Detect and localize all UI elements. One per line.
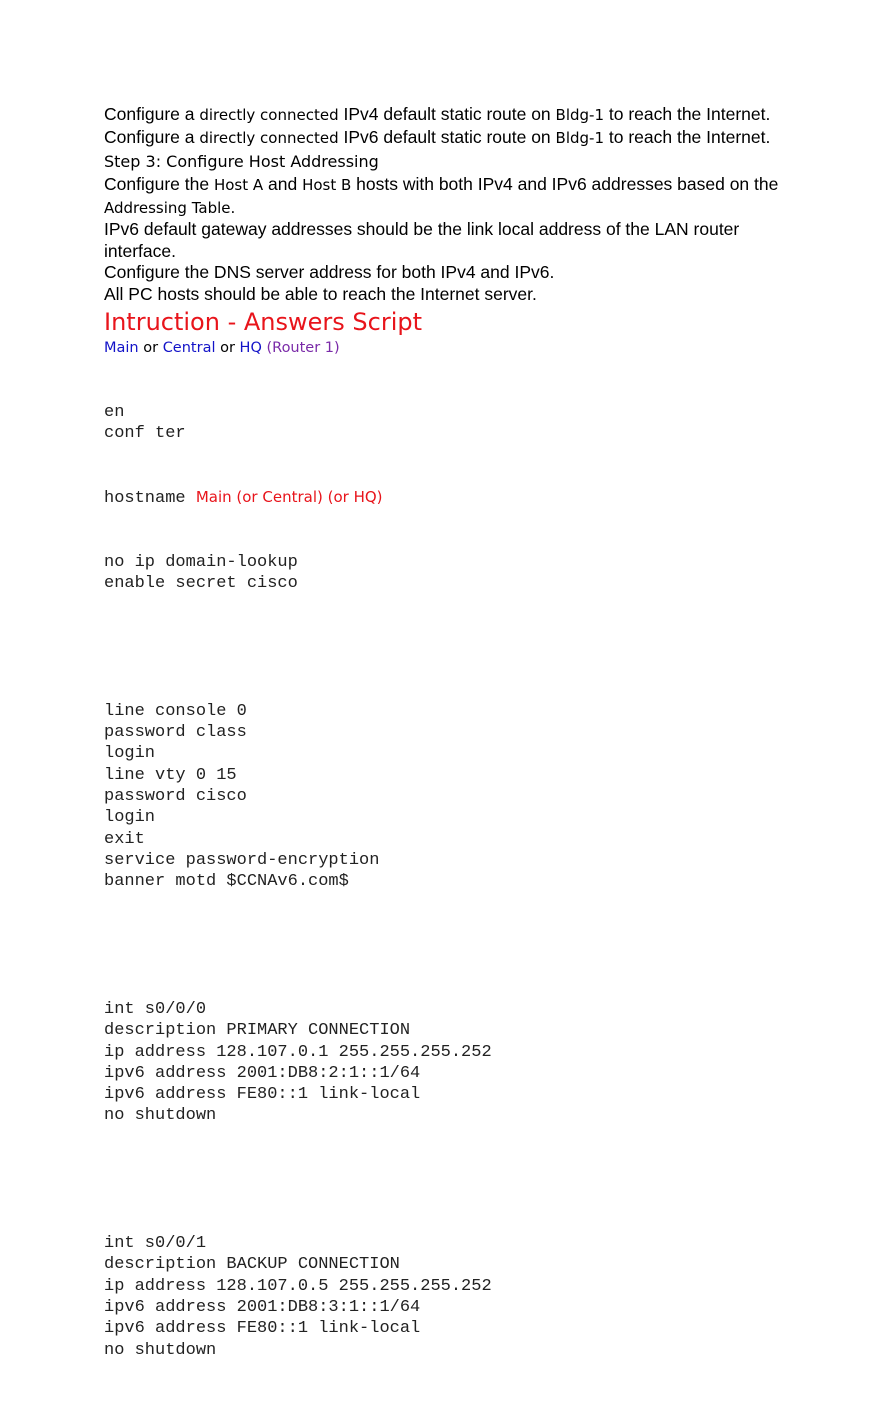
code-line: password cisco	[104, 786, 247, 806]
code-line: ipv6 address 2001:DB8:3:1::1/64	[104, 1298, 421, 1318]
code-block-3	[104, 701, 784, 893]
code-line: ip address 128.107.0.5 255.255.255.252	[104, 1276, 492, 1296]
instruction-ipv6-route: Configure a directly connected IPv6 default static route on Bldg-1 to reach the Internet.	[104, 126, 771, 147]
code-line: int s0/0/0	[104, 999, 207, 1019]
code-line: no shutdown	[104, 1106, 217, 1126]
code-line: no shutdown	[104, 1340, 217, 1360]
code-line: ipv6 address FE80::1 link-local	[104, 1085, 421, 1105]
section-heading: Intruction - Answers Script	[104, 308, 422, 336]
instruction-dns: Configure the DNS server address for both IPv4 and IPv6.	[104, 262, 555, 282]
code-line: description PRIMARY CONNECTION	[104, 1021, 411, 1041]
code-line: ipv6 address FE80::1 link-local	[104, 1319, 421, 1339]
instruction-ipv6-gateway: IPv6 default gateway addresses should be the link local address of the LAN router interface.	[104, 219, 740, 261]
code-line: banner motd $CCNAv6.com$	[104, 872, 349, 892]
code-line: int s0/0/1	[104, 1234, 207, 1254]
code-line: service password-encryption	[104, 850, 380, 870]
code-line: conf ter	[104, 423, 186, 443]
code-line: exit	[104, 829, 145, 849]
code-line: en	[104, 402, 125, 422]
code-line: password class	[104, 723, 247, 743]
router-label: Main or Central or HQ (Router 1)	[104, 340, 340, 356]
code-line: enable secret cisco	[104, 573, 298, 593]
code-line: no ip domain-lookup	[104, 552, 298, 572]
instruction-host-addressing: Configure the Host A and Host B hosts with both IPv4 and IPv6 addresses based on the Addressing Table.	[104, 174, 779, 217]
code-line: ip address 128.107.0.1 255.255.255.252	[104, 1042, 492, 1062]
code-line: description BACKUP CONNECTION	[104, 1255, 400, 1275]
code-line: login	[104, 744, 156, 764]
instruction-reachability: All PC hosts should be able to reach the Internet server.	[104, 283, 537, 304]
code-line-hostname: hostname Main (or Central) (or HQ)	[104, 487, 383, 508]
document-page	[104, 104, 784, 1404]
code-block-4	[104, 999, 784, 1127]
code-line: ipv6 address 2001:DB8:2:1::1/64	[104, 1063, 421, 1083]
step-heading: Step 3: Configure Host Addressing	[104, 152, 379, 171]
code-block-1	[104, 402, 784, 445]
code-block-2	[104, 552, 784, 595]
code-block-5	[104, 1233, 784, 1361]
code-line: login	[104, 808, 156, 828]
code-line: line console 0	[104, 701, 247, 721]
instruction-ipv4-route: Configure a directly connected IPv4 default static route on Bldg-1 to reach the Internet.	[104, 104, 771, 124]
code-line: line vty 0 15	[104, 765, 237, 785]
